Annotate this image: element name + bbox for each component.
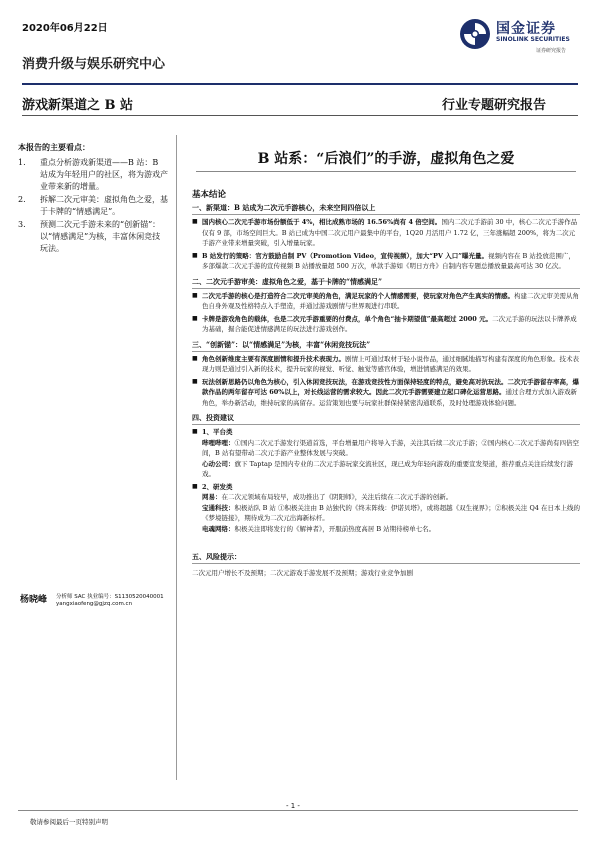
para-bold: 国内核心二次元手游市场份额低于 4%，相比成熟市场的 16.56%尚有 4 倍空间。 (202, 218, 442, 226)
square-bullet-icon: ■ (192, 218, 198, 225)
para-bold: 卡牌是游戏角色的载体，也是二次元手游重要的付费点，单个角色“抽卡期望值”最高超过 2000 元。 (202, 314, 493, 323)
paragraph (192, 503, 580, 524)
para-label: 哔哩哔哩： (202, 438, 235, 447)
para-text: 视频内容在 B 站投放范围广，多部爆款二次元手游的宣传视频 B 站播放量超 500 万次，单款手游如《明日方舟》自制内容专题总播放量最高可达 30 亿次。 (202, 251, 575, 270)
sidebar-item-num: 3. (18, 220, 26, 229)
section-2-heading: 二、二次元手游审美：虚拟角色之爱，基于卡牌的“情感满足” (192, 277, 580, 289)
page-number: - 1 - (286, 802, 300, 810)
para-text: 在二次元领域布局较早，成功推出了《阴阳师》，关注后续在二次元手游的创新。 (221, 493, 453, 501)
para-label: 网易： (202, 493, 222, 501)
square-bullet-icon: ■ (192, 354, 198, 362)
paragraph (192, 377, 580, 409)
logo-en: SINOLINK SECURITIES (496, 36, 570, 43)
footer-disclaimer: 敬请参阅最后一页特别声明 (30, 818, 108, 826)
main-title: B 站系：“后浪们”的手游，虚拟角色之爱 (257, 151, 515, 167)
para-label: 电魂网络： (202, 524, 235, 533)
author-cert: 分析师 SAC 执业编号：S1130520040001 (56, 594, 164, 600)
para-bold: 二次元手游的核心是打造符合二次元审美的角色，满足玩家的个人情感需要，使玩家对角色产生真实的情感。 (202, 291, 514, 300)
column-divider (176, 135, 177, 780)
subheading (192, 427, 580, 438)
subheading-text: 1、平台类 (202, 428, 233, 436)
sidebar-item-text: 预测二次元手游未来的“创新锚”：以“情感满足”为核，丰富休闲竞技玩法。 (40, 220, 161, 253)
logo-cn: 国金证券 (496, 21, 556, 37)
research-center: 消费升级与娱乐研究中心 (22, 57, 166, 72)
subheading (192, 482, 580, 493)
square-bullet-icon: ■ (192, 482, 198, 490)
para-label: 心动公司： (202, 459, 235, 468)
main-content (192, 184, 580, 579)
sidebar-item-text: 重点分析游戏新渠道——B 站：B 站成为年轻用户的社区，将为游戏产业带来新的增量。 (40, 158, 168, 191)
section-title: 基本结论 (192, 190, 227, 200)
sidebar-item-text: 拆解二次元审美：虚拟角色之爱，基于卡牌的“情感满足”。 (40, 195, 168, 216)
section-5-heading: 五、风险提示： (192, 552, 580, 564)
subheading-text: 2、研发类 (202, 482, 233, 491)
logo-sub: 证券研究报告 (536, 48, 567, 54)
report-topic: 游戏新渠道之 B 站 (22, 98, 134, 113)
paragraph (192, 492, 580, 503)
section-3-heading: 三、“创新锚”：以“情感满足”为核，丰富“休闲竞技玩法” (192, 340, 580, 352)
paragraph (192, 291, 580, 312)
sidebar-highlights (18, 142, 168, 256)
para-text: 积极站队 B 站 ①积极关注由 B 站独代的《终末阵线：伊诺贝塔》，或将超越《双生视界》；②积极关注 Q4 在日本上线的《梦境链接》，期待成为二次元出海新标杆。 (202, 503, 580, 522)
paragraph (192, 354, 580, 375)
topic-divider (22, 115, 578, 116)
paragraph (192, 438, 580, 459)
para-label: 宝通科技： (202, 503, 235, 512)
square-bullet-icon: ■ (192, 314, 198, 322)
author-name: 杨晓峰 (20, 595, 48, 605)
para-text: 国内二次元手游前 30 中，核心二次元手游作品仅有 9 部，市场空间巨大。B 站已成为中国二次元用户最集中的平台，1Q20 月活用户 1.72 亿，三年涨幅超 200%，将为二次元手游产业带来增量突破，引入增量玩家。 (202, 218, 578, 247)
para-bold: 角色创新维度主要有深度剧情和提升技术表现力。 (202, 354, 345, 363)
title-divider (196, 171, 576, 172)
para-text: 构建二次元审美需从角色自身外观及性格特点入手塑造，并通过游戏剧情与世界观进行串联。 (202, 291, 579, 310)
risk-text: 二次元用户增长不及预期；二次元游戏手游发展不及预期；游戏行业竞争加剧 (192, 569, 413, 577)
company-logo (458, 17, 578, 57)
para-bold: 玩法创新思路仍以角色为核心，引入休闲竞技玩法，在游戏竞技性方面保持轻度的特点，避免高对抗玩法。二次元手游留存率高，爆款作品的两年留存可达 60%以上，对长线运营的需求较大。因此二次元手游需要建立起口碑化运营思路。 (202, 377, 579, 396)
para-text: ①国内二次元手游发行渠道首选，平台增量用户将导入手游，关注其后续二次元手游；②国内核心二次元手游尚有四倍空间，B 站有望带动二次元手游产业整体发展与突破。 (202, 438, 579, 457)
para-text: 剧情上可通过取材于轻小说作品，通过细腻地描写构建有深度的角色形象。技术表现力则是通过引入新的技术，提升玩家的视觉、听觉、触觉等感官体验，增进情感满足的效果。 (202, 354, 579, 373)
sidebar-title: 本报告的主要看点： (18, 142, 90, 152)
report-type: 行业专题研究报告 (442, 98, 547, 113)
paragraph (192, 217, 580, 249)
paragraph (192, 459, 580, 480)
paragraph (192, 314, 580, 335)
section-4-heading: 四、投资建议 (192, 413, 580, 425)
paragraph (192, 251, 580, 272)
sidebar-item (18, 194, 168, 218)
para-bold: B 站发行的策略：官方鼓励自制 PV（Promotion Video，宣传视频），加大“PV 入口”曝光量。 (202, 251, 488, 260)
section-1-heading: 一、新渠道：B 站成为二次元手游核心，未来空间四倍以上 (192, 203, 580, 215)
sidebar-item (18, 219, 168, 255)
footer-divider (18, 810, 578, 811)
header-divider (22, 83, 578, 85)
sinolink-logo-icon (458, 17, 492, 51)
para-text: 通过合理方式加入游戏新角色，举办新活动，维持玩家的高留存。运营策划也要与玩家社群保持紧密沟通联系，及时处理游戏体验问题。 (202, 388, 577, 407)
square-bullet-icon: ■ (192, 291, 198, 299)
square-bullet-icon: ■ (192, 377, 198, 385)
author-email[interactable]: yangxiaofeng@gjzq.com.cn (56, 601, 133, 607)
para-text: 旗下 Taptap 是国内专业的二次元手游玩家交流社区，现已成为年轻向游戏的重要宣发渠道，推荐重点关注后续发行游戏。 (202, 459, 574, 478)
para-text: 积极关注即将发行的《解神者》，开服前热度高居 B 站期待榜单七名。 (234, 524, 436, 533)
sidebar-item-num: 1. (18, 158, 26, 167)
square-bullet-icon: ■ (192, 428, 198, 435)
square-bullet-icon: ■ (192, 251, 198, 259)
paragraph (192, 524, 580, 535)
report-date: 2020年06月22日 (22, 23, 108, 34)
para-text: 二次元手游的玩法以卡牌养成为基础，掘合能促进情感满足的玩法进行游戏创作。 (202, 314, 577, 333)
sidebar-item-num: 2. (18, 195, 26, 204)
sidebar-item (18, 157, 168, 193)
